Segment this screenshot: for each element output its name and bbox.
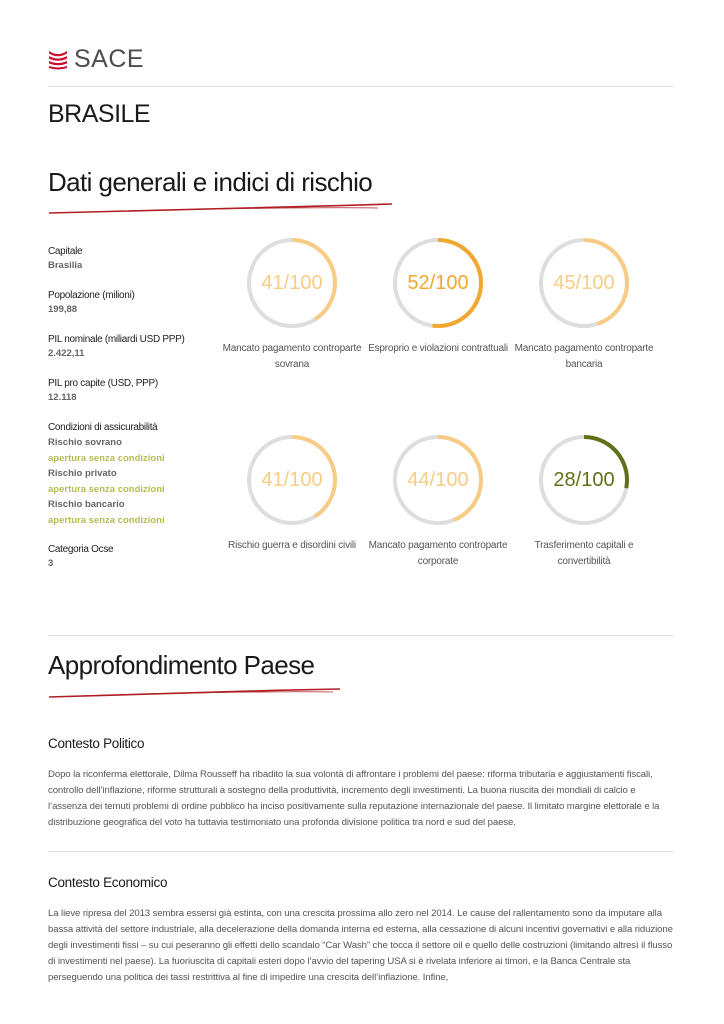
section-underline <box>48 200 394 216</box>
gauge-corporate <box>364 432 512 570</box>
gauge-ring <box>536 235 632 331</box>
gauge-score: 45/100 <box>553 272 615 294</box>
country-title: BRASILE <box>48 100 151 128</box>
risk-bank-label: Rischio bancario <box>48 499 125 510</box>
fact-value: 199,88 <box>48 304 78 315</box>
fact-label: PIL pro capite (USD, PPP) <box>48 378 158 389</box>
gauge-expropriation <box>364 235 512 357</box>
subsection-divider <box>48 851 674 852</box>
gauge-score: 28/100 <box>553 469 615 491</box>
gauge-label: Mancato pagamento controparte corporate <box>368 540 508 567</box>
gauge-sovereign <box>218 235 366 373</box>
political-title: Contesto Politico <box>48 736 145 751</box>
gauge-score: 41/100 <box>261 272 323 294</box>
logo-text: SACE <box>74 44 145 73</box>
gauge-ring <box>536 432 632 528</box>
fact-value: Brasilia <box>48 260 83 271</box>
fact-label: Popolazione (milioni) <box>48 290 135 301</box>
gauge-ring <box>244 235 340 331</box>
gauge-ring <box>244 432 340 528</box>
country-facts <box>48 244 218 571</box>
ocse-value: 3 <box>48 558 54 569</box>
header-divider <box>48 86 674 87</box>
gauge-transfer <box>510 432 658 570</box>
gauge-label: Mancato pagamento controparte sovrana <box>222 343 362 370</box>
section-title-risk: Dati generali e indici di rischio <box>48 167 373 197</box>
gauge-label: Trasferimento capitali e convertibilità <box>534 540 634 567</box>
gauge-ring <box>390 235 486 331</box>
section-divider <box>48 635 674 636</box>
gauge-score: 41/100 <box>261 469 323 491</box>
section-title-country: Approfondimento Paese <box>48 650 315 680</box>
section-underline <box>48 684 342 700</box>
sace-logo <box>48 44 144 74</box>
gauge-score: 52/100 <box>407 272 469 294</box>
risk-sovereign-label: Rischio sovrano <box>48 437 122 448</box>
sace-logo-icon <box>48 48 68 70</box>
economic-title: Contesto Economico <box>48 875 168 890</box>
gauge-score: 44/100 <box>407 469 469 491</box>
fact-label: Capitale <box>48 246 83 257</box>
fact-label: PIL nominale (miliardi USD PPP) <box>48 334 185 345</box>
risk-bank-status: apertura senza condizioni <box>48 514 165 526</box>
gauge-label: Mancato pagamento controparte bancaria <box>514 343 654 370</box>
gauge-ring <box>390 432 486 528</box>
ocse-label: Categoria Ocse <box>48 544 114 555</box>
gauge-war <box>218 432 366 554</box>
risk-private-label: Rischio privato <box>48 468 117 479</box>
fact-value: 2.422,11 <box>48 348 85 359</box>
insurability-label: Condizioni di assicurabilità <box>48 422 158 433</box>
gauge-label: Rischio guerra e disordini civili <box>228 540 356 551</box>
gauge-bank <box>510 235 658 373</box>
political-text: Dopo la riconferma elettorale, Dilma Rousseff ha ribadito la sua volontà di affrontare i problemi del paese: riforma tributaria e aggiustamenti fiscali, controllo dell’inflazione, riforme strutturali a sostegno della produttività, incremento degli investimenti. La buona riuscita dei mondiali di calcio e l’assenza dei temuti problemi di ordine pubblico ha inciso positivamente sulla reputazione internazionale del paese. Il limitato margine elettorale e la distribuzione geografica del voto ha tuttavia testimoniato una profonda divisione politica tra nord e sud del paese. <box>48 769 660 828</box>
gauge-label: Esproprio e violazioni contrattuali <box>368 343 508 354</box>
risk-sovereign-status: apertura senza condizioni <box>48 452 165 464</box>
economic-text: La lieve ripresa del 2013 sembra essersi già estinta, con una crescita prossima allo zero nel 2014. Le cause del rallentamento sono da imputare alla bassa attività del settore industriale, alla decelerazione della domanda interna ed esterna, alla cessazione di alcuni incentivi governativi e alla riduzione degli investimenti fissi – su cui peseranno gli effetti dello scandalo “Car Wash” che tocca il settore oil e quello delle costruzioni (limitando altresì il flusso di investimenti nel paese). La fuoriuscita di capitali esteri dopo l’avvio del tapering USA si è rivelata inferiore ai timori, e la Banca Centrale sta perseguendo una politica dei tassi restrittiva al fine di impedire una crescita dell’inflazione. Infine, <box>48 908 673 983</box>
risk-private-status: apertura senza condizioni <box>48 483 165 495</box>
fact-value: 12.118 <box>48 392 77 403</box>
